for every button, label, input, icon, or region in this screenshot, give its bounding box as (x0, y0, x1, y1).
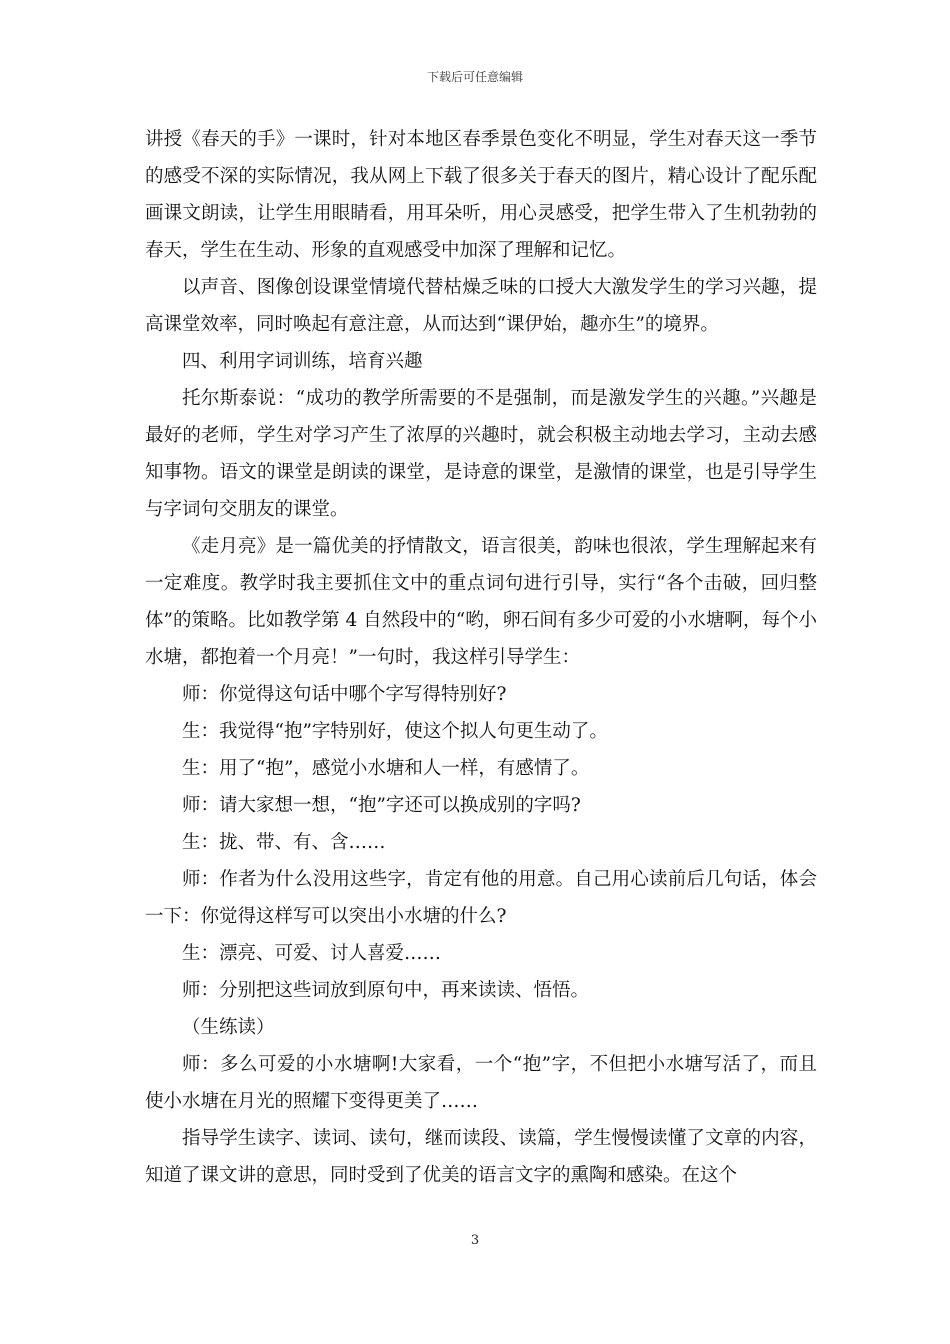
dialogue-line-6: 师：作者为什么没用这些字，肯定有他的用意。自己用心读前后几句话，体会一下：你觉得这样写可以突出小水塘的什么? (145, 869, 817, 927)
dialogue-line-7: 生：漂亮、可爱、讨人喜爱…… (182, 943, 442, 964)
paragraph-5: 《走月亮》是一篇优美的抒情散文，语言很美，韵味也很浓，学生理解起来有一定难度。教学时我主要抓住文中的重点词句进行引导，实行“各个击破，回归整体”的策略。比如教学第 4 自然段中的“哟，卵石间有多少可爱的小水塘啊，每个小水塘，都抱着一个月亮！”一句时，我这样引导学生： (145, 536, 817, 668)
dialogue-line-2: 生：我觉得“抱”字特别好，使这个拟人句更生动了。 (182, 721, 608, 742)
dialogue-line-8: 师：分别把这些词放到原句中，再来读读、悟悟。 (182, 980, 590, 1001)
dialogue-line-5: 生：拢、带、有、含…… (182, 832, 386, 853)
paragraph-2: 以声音、图像创设课堂情境代替枯燥乏味的口授大大激发学生的学习兴趣，提高课堂效率，同时唤起有意注意，从而达到“课伊始，趣亦生”的境界。 (145, 277, 817, 335)
paragraph-1: 讲授《春天的手》一课时，针对本地区春季景色变化不明显，学生对春天这一季节的感受不深的实际情况，我从网上下载了很多关于春天的图片，精心设计了配乐配画课文朗读，让学生用眼睛看，用耳朵听，用心灵感受，把学生带入了生机勃勃的春天，学生在生动、形象的直观感受中加深了理解和记忆。 (145, 129, 817, 261)
dialogue-line-3: 生：用了“抱”，感觉小水塘和人一样，有感情了。 (182, 758, 590, 779)
paragraph-4: 托尔斯泰说：“成功的教学所需要的不是强制，而是激发学生的兴趣。”兴趣是最好的老师，学生对学习产生了浓厚的兴趣时，就会积极主动地去学习，主动去感知事物。语文的课堂是朗读的课堂，是诗意的课堂，是激情的课堂，也是引导学生与字词句交朋友的课堂。 (145, 388, 817, 520)
paragraph-16: 指导学生读字、读词、读句，继而读段、读篇，学生慢慢读懂了文章的内容，知道了课文讲的意思，同时受到了优美的语言文字的熏陶和感染。在这个 (145, 1128, 817, 1186)
dialogue-line-4: 师：请大家想一想，“抱”字还可以换成别的字吗? (182, 795, 581, 816)
dialogue-line-10: 师：多么可爱的小水塘啊!大家看，一个“抱”字，不但把小水塘写活了，而且使小水塘在月光的照耀下变得更美了…… (145, 1054, 817, 1112)
page-number: 3 (470, 1233, 480, 1248)
dialogue-line-1: 师：你觉得这句话中哪个字写得特别好? (182, 684, 507, 705)
page-header: 下载后可任意编辑 (426, 70, 523, 84)
document-body (145, 121, 817, 1194)
dialogue-line-9: （生练读） (182, 1017, 275, 1038)
section-heading: 四、利用字词训练，培育兴趣 (182, 351, 423, 372)
